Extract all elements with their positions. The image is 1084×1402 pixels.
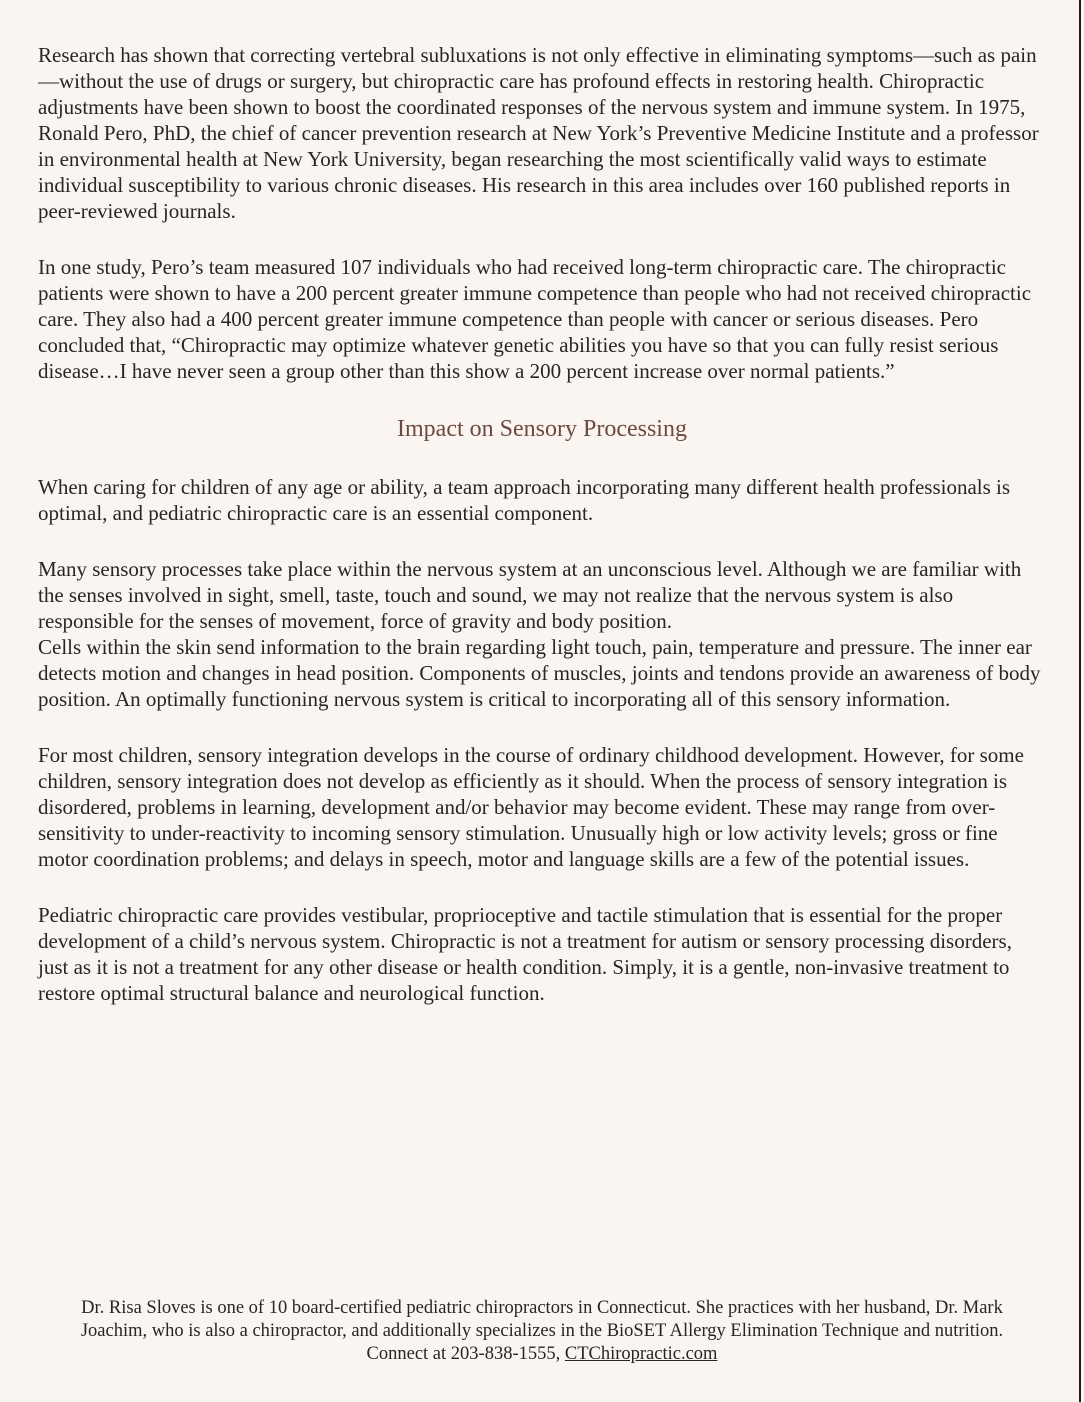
author-footer xyxy=(38,1297,1046,1366)
article-body xyxy=(38,42,1046,1036)
body-paragraph: Pediatric chiropractic care provides vestibular, proprioceptive and tactile stimulation that is essential for the proper development of a child’s nervous system. Chiropractic is not a treatment for autism or sensory processing disorders, just as it is not a treatment for any other disease or health condition. Simply, it is a gentle, non-invasive treatment to restore optimal structural balance and neurological function. xyxy=(38,903,1012,1005)
page-edge-divider xyxy=(1079,0,1081,1402)
footer-text: Dr. Risa Sloves is one of 10 board-certified pediatric chiropractors in Connecticut. She practices with her husband, Dr. Mark Joachim, who is also a chiropractor, and additionally specializes in the BioSET Allergy Elimination Technique and nutrition. Connect at 203-838-1555, xyxy=(80,1298,1004,1364)
body-paragraph: Many sensory processes take place within the nervous system at an unconscious level. Although we are familiar with the senses involved in sight, smell, taste, touch and sound, we may not realize that the nervous system is also responsible for the senses of movement, force of gravity and body position. xyxy=(38,557,1022,633)
body-paragraph: In one study, Pero’s team measured 107 individuals who had received long-term chiropractic care. The chiropractic patients were shown to have a 200 percent greater immune competence than people who had not received chiropractic care. They also had a 400 percent greater immune competence than people with cancer or serious diseases. Pero concluded that, “Chiropractic may optimize whatever genetic abilities you have so that you can fully resist serious disease…I have never seen a group other than this show a 200 percent increase over normal patients.” xyxy=(38,255,1032,383)
body-paragraph: Research has shown that correcting vertebral subluxations is not only effective in eliminating symptoms—such as pain—without the use of drugs or surgery, but chiropractic care has profound effects in restoring health. Chiropractic adjustments have been shown to boost the coordinated responses of the nervous system and immune system. In 1975, Ronald Pero, PhD, the chief of cancer prevention research at New York’s Preventive Medicine Institute and a professor in environmental health at New York University, began researching the most scientifically valid ways to estimate individual susceptibility to various chronic diseases. His research in this area includes over 160 published reports in peer-reviewed journals. xyxy=(38,43,1039,223)
footer-website-link[interactable]: CTChiropractic.com xyxy=(564,1344,718,1364)
body-paragraph: When caring for children of any age or ability, a team approach incorporating many different health professionals is optimal, and pediatric chiropractic care is an essential component. xyxy=(38,475,1011,525)
body-paragraph: Cells within the skin send information to the brain regarding light touch, pain, temperature and pressure. The inner ear detects motion and changes in head position. Components of muscles, joints and tendons provide an awareness of body position. An optimally functioning nervous system is critical to incorporating all of this sensory information. xyxy=(38,635,1041,711)
body-paragraph: For most children, sensory integration develops in the course of ordinary childhood development. However, for some children, sensory integration does not develop as efficiently as it should. When the process of sensory integration is disordered, problems in learning, development and/or behavior may become evident. These may range from over-sensitivity to under-reactivity to incoming sensory stimulation. Unusually high or low activity levels; gross or fine motor coordination problems; and delays in speech, motor and language skills are a few of the potential issues. xyxy=(38,743,1024,871)
section-heading: Impact on Sensory Processing xyxy=(397,416,687,442)
